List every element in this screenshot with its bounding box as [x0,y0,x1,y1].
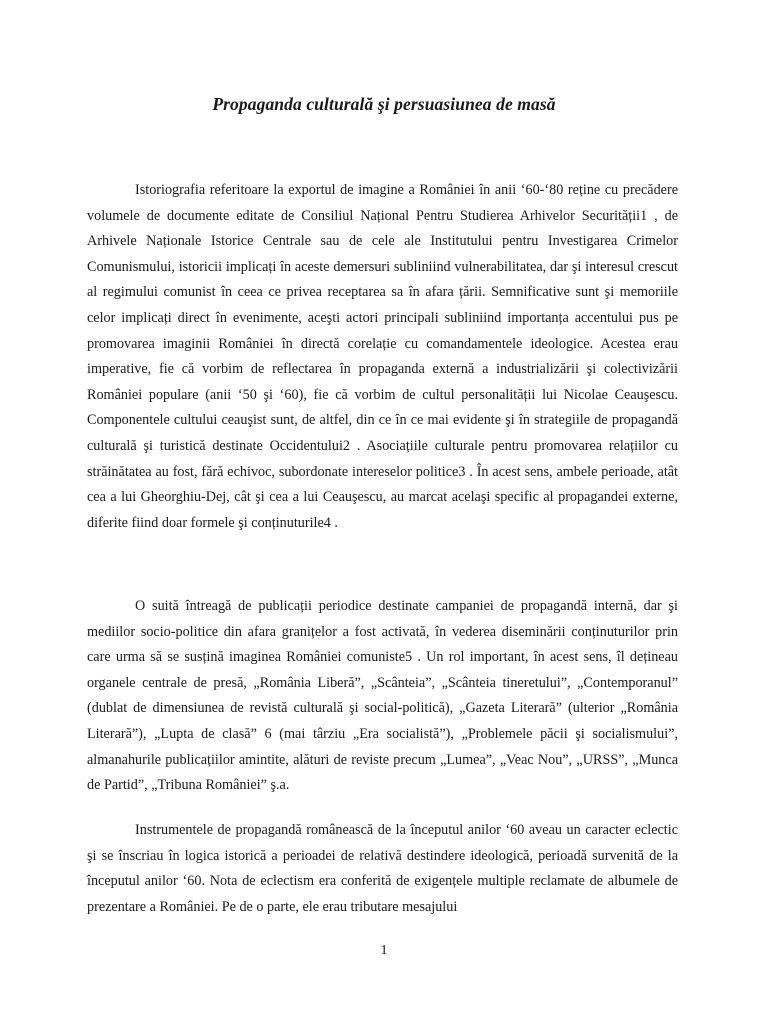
paragraph-1: Istoriografia referitoare la exportul de imagine a României în anii ‘60-‘80 reține cu precădere volumele de documente editate de Consiliul Național Pentru Studierea Arhivelor Securității1 , de Arhivele Naționale Istorice Centrale sau de cele ale Institutului pentru Investigarea Crimelor Comunismului, istoricii implicați în aceste demersuri subliniind vulnerabilitatea, dar şi interesul crescut al regimului comunist în ceea ce privea receptarea sa în afara țării. Semnificative sunt şi memoriile celor implicați direct în evenimente, aceşti actori principali subliniind importanța accentului pus pe promovarea imaginii României în directă corelație cu comandamentele ideologice. Acestea erau imperative, fie că vorbim de reflectarea în propaganda externă a industrializării şi colectivizării României populare (anii ‘50 şi ‘60), fie că vorbim de cultul personalității lui Nicolae Ceauşescu. Componentele cultului ceauşist sunt, de altfel, din ce în ce mai evidente şi în strategiile de propagandă culturală şi turistică destinate Occidentului2 . Asociațiile culturale pentru promovarea relațiilor cu străinătatea au fost, fără echivoc, subordonate intereselor politice3 . În acest sens, ambele perioade, atât cea a lui Gheorghiu-Dej, cât şi cea a lui Ceauşescu, au marcat acelaşi specific al propagandei externe, diferite fiind doar formele şi conținuturile4 . [87,182,678,531]
paragraph-2: O suită întreagă de publicații periodice destinate campaniei de propagandă internă, dar şi mediilor socio-politice din afara granițelor a fost activată, în vederea diseminării conținuturilor prin care urma să se susțină imaginea României comuniste5 . Un rol important, în acest sens, îl dețineau organele centrale de presă, „România Liberă”, „Scânteia”, „Scânteia tineretului”, „Contemporanul” (dublat de dimensiunea de revistă culturală şi social-politică), „Gazeta Literară” (ulterior „România Literară”), „Lupta de clasă” 6 (mai târziu „Era socialistă”), „Problemele păcii şi socialismului”, almanahurile publicațiilor amintite, alături de reviste precum „Lumea”, „Veac Nou”, „URSS”, „Munca de Partid”, „Tribuna României” ş.a. [87,598,678,794]
document-title: Propaganda culturală şi persuasiunea de masă [212,94,556,114]
paragraph-3: Instrumentele de propagandă românească de la începutul anilor ‘60 aveau un caracter eclectic şi se înscriau în logica istorică a perioadei de relativă destindere ideologică, perioadă survenită de la începutul anilor ‘60. Nota de eclectism era conferită de exigențele multiple reclamate de albumele de prezentare a României. Pe de o parte, ele erau tributare mesajului [87,822,678,915]
page-number: 1 [380,943,388,958]
